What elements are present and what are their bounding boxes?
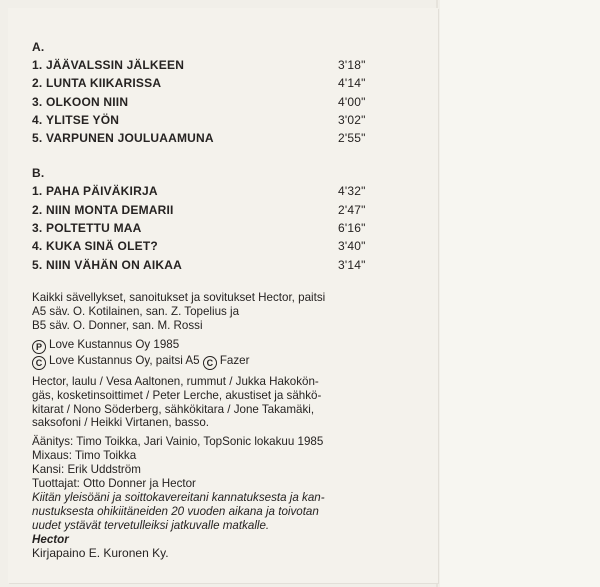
track-row: [32, 74, 432, 92]
composition-credits: [32, 291, 402, 333]
credit-line: saksofoni / Heikki Virtanen, basso.: [32, 416, 210, 430]
track-number: 1.: [32, 184, 43, 199]
track-row: [32, 237, 432, 255]
phonogram-text: Love Kustannus Oy 1985: [49, 337, 180, 351]
copyright-line: [32, 354, 402, 370]
track-number: 2.: [32, 76, 43, 91]
track-title: JÄÄVALSSIN JÄLKEEN: [46, 58, 185, 72]
thanks-line: Kiitän yleisöäni ja soittokavereitani kannatuksesta ja kan-: [32, 490, 325, 504]
track-row: [32, 201, 432, 219]
musician-credits: [32, 375, 402, 431]
track-title: KUKA SINÄ OLET?: [46, 239, 158, 254]
phonogram-icon: P: [32, 340, 46, 354]
printer-credit: Kirjapaino E. Kuronen Ky.: [32, 545, 169, 560]
track-number: 3.: [32, 94, 43, 109]
track-duration: 3'18": [338, 58, 366, 72]
track-number: 2.: [32, 202, 43, 217]
track-number: 5.: [32, 131, 43, 146]
credit-line: kitarat / Nono Söderberg, sähkökitara / Jone Takamäki,: [32, 402, 315, 416]
track-duration: 4'00": [338, 94, 366, 109]
track-title: LUNTA KIIKARISSA: [46, 76, 162, 91]
track-title: YLITSE YÖN: [46, 112, 120, 127]
copyright-text-2: Fazer: [219, 353, 250, 367]
track-duration: 6'16": [338, 221, 366, 236]
thanks-line: nustuksesta ohikiitäneiden 20 vuoden aikana ja toivotan: [32, 504, 319, 518]
copyright-text: Love Kustannus Oy, paitsi A5: [49, 353, 200, 367]
credits-block: [32, 291, 402, 561]
track-row: [32, 56, 432, 74]
track-title: NIIN MONTA DEMARII: [46, 202, 174, 217]
insert-content: [32, 40, 432, 560]
track-number: 1.: [32, 58, 43, 72]
track-duration: 4'14": [338, 76, 366, 91]
track-title: POLTETTU MAA: [46, 221, 142, 236]
track-row: [32, 219, 432, 237]
track-number: 4.: [32, 112, 43, 127]
track-duration: 3'40": [338, 239, 366, 254]
side-b-tracklist: [32, 182, 432, 273]
credit-line: Kansi: Erik Uddström: [32, 463, 141, 477]
track-row: [32, 129, 432, 147]
credit-line: A5 säv. O. Kotilainen, san. Z. Topelius ja: [32, 304, 240, 318]
track-number: 5.: [32, 257, 43, 272]
side-strip: [440, 0, 600, 587]
credit-line: B5 säv. O. Donner, san. M. Rossi: [32, 318, 203, 332]
credit-line: Mixaus: Timo Toikka: [32, 449, 137, 463]
thanks-message: [32, 491, 402, 533]
insert-card: [8, 8, 438, 583]
side-a-tracklist: [32, 56, 432, 147]
credit-line: gäs, kosketinsoittimet / Peter Lerche, akustiset ja sähkö-: [32, 388, 322, 402]
track-duration: 4'32": [338, 184, 366, 199]
track-duration: 3'14": [338, 257, 366, 272]
track-title: OLKOON NIIN: [46, 94, 129, 109]
production-credits: [32, 435, 402, 491]
track-row: [32, 111, 432, 129]
track-row: [32, 93, 432, 111]
track-title: VARPUNEN JOULUAAMUNA: [46, 131, 214, 146]
credit-line: Hector, laulu / Vesa Aaltonen, rummut / Jukka Hakokön-: [32, 374, 319, 388]
thanks-line: uudet ystävät tervetulleiksi jatkuvalle matkalle.: [32, 518, 270, 532]
track-duration: 2'55": [338, 131, 366, 146]
track-duration: 3'02": [338, 112, 366, 127]
track-title: PAHA PÄIVÄKIRJA: [46, 184, 158, 199]
track-number: 4.: [32, 239, 43, 254]
side-a-label: A.: [32, 40, 45, 54]
track-duration: 2'47": [338, 202, 366, 217]
track-row: [32, 182, 432, 200]
credit-line: Kaikki sävellykset, sanoitukset ja sovitukset Hector, paitsi: [32, 290, 326, 304]
credit-line: Tuottajat: Otto Donner ja Hector: [32, 477, 196, 491]
credit-line: Äänitys: Timo Toikka, Jari Vainio, TopSonic lokakuu 1985: [32, 435, 324, 449]
phonogram-line: [32, 338, 402, 354]
copyright-icon: C: [32, 356, 46, 370]
track-number: 3.: [32, 221, 43, 236]
copyright-icon: C: [203, 356, 217, 370]
signature: Hector: [32, 532, 69, 546]
side-b-label: B.: [32, 166, 45, 181]
track-row: [32, 256, 432, 274]
track-title: NIIN VÄHÄN ON AIKAA: [46, 257, 183, 272]
